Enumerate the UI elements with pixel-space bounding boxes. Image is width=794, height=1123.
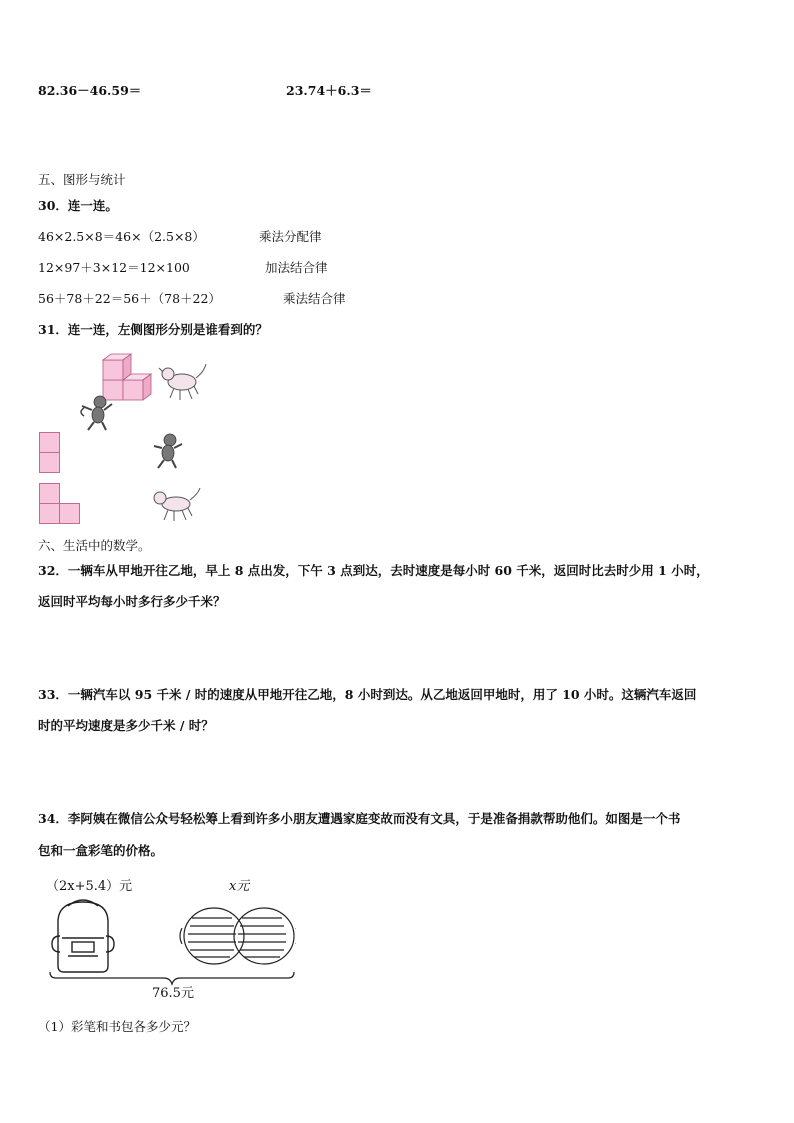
bag-price-label: （2x+5.4）元 (46, 879, 133, 894)
q32-line2: 返回时平均每小时多行多少千米？ (38, 594, 226, 609)
q34-line1: 34．李阿姨在微信公众号轻松筹上看到许多小朋友遭遇家庭变故而没有文具，于是准备捐款帮助他们。如图是一个书 (38, 811, 681, 826)
stacked-cubes (103, 354, 151, 400)
total-brace (50, 972, 294, 984)
view-shape-1-top (39, 432, 60, 453)
q30-law-2: 加法结合律 (265, 260, 328, 275)
total-price-label: 76.5元 (152, 986, 194, 1001)
view-shape-2-top (39, 483, 60, 504)
pen-box-icon (180, 908, 296, 964)
dog-icon (148, 486, 203, 526)
q34-figure (46, 894, 296, 986)
q30-law-1: 乘法分配律 (259, 229, 322, 244)
q30-title: 30．连一连。 (38, 198, 118, 213)
q34-sub1: （1）彩笔和书包各多少元？ (38, 1019, 196, 1034)
q31-title: 31．连一连，左侧图形分别是谁看到的？ (38, 322, 268, 337)
dog-icon (159, 364, 206, 400)
q32-line1: 32．一辆车从甲地开往乙地，早上 8 点出发，下午 3 点到达，去时速度是每小时 60 千米，返回时比去时少用 1 小时， (38, 563, 709, 578)
calc-right: 23.74＋6.3＝ (286, 83, 372, 98)
view-shape-1-bottom (39, 452, 60, 473)
backpack-icon (52, 900, 114, 972)
pen-price-label: x元 (229, 879, 250, 894)
q30-expr-1: 46×2.5×8＝46×（2.5×8） (38, 229, 205, 244)
q31-cube-scene (70, 352, 220, 432)
monkey-icon (150, 430, 190, 470)
q33-line1: 33．一辆汽车以 95 千米 / 时的速度从甲地开往乙地，8 小时到达。从乙地返回甲地时，用了 10 小时。这辆汽车返回 (38, 687, 697, 702)
monkey-icon (81, 396, 112, 430)
q30-expr-2: 12×97＋3×12＝12×100 (38, 260, 190, 275)
section5-title: 五、图形与统计 (38, 172, 126, 187)
q30-expr-3: 56＋78＋22＝56＋（78＋22） (38, 291, 221, 306)
q30-law-3: 乘法结合律 (283, 291, 346, 306)
calc-left: 82.36－46.59＝ (38, 83, 142, 98)
q34-line2: 包和一盒彩笔的价格。 (38, 843, 164, 858)
q33-line2: 时的平均速度是多少千米 / 时？ (38, 718, 214, 733)
view-shape-2-bottom-right (59, 503, 80, 524)
section6-title: 六、生活中的数学。 (38, 538, 151, 553)
view-shape-2-bottom-left (39, 503, 60, 524)
